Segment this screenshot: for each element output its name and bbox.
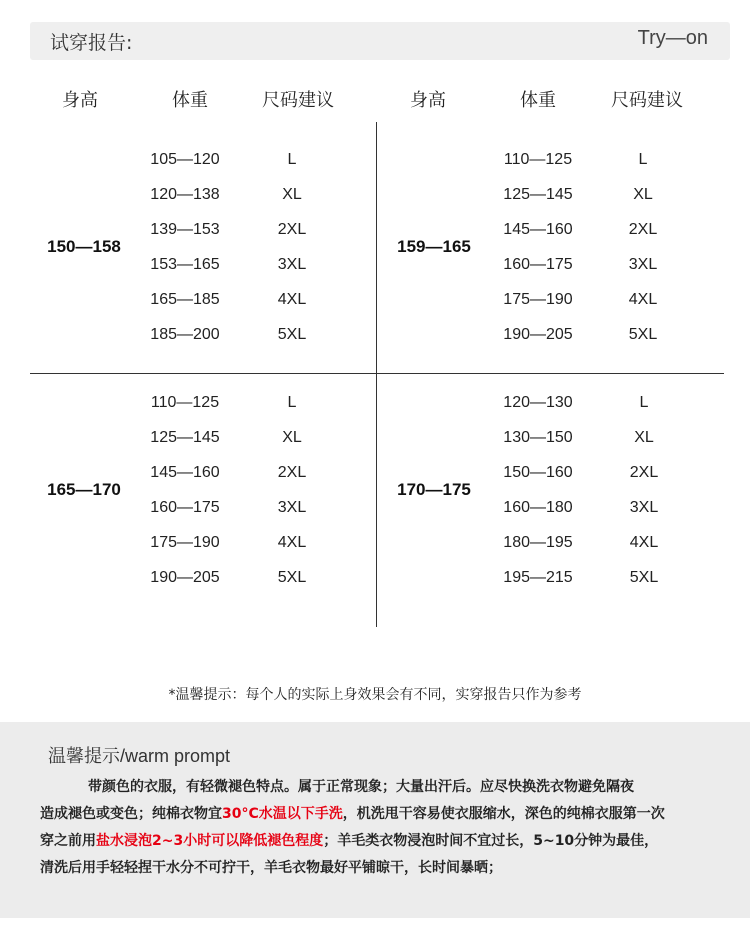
weight-range-cell: 185—200 — [150, 326, 220, 343]
size-suggestion-cell: XL — [282, 429, 302, 446]
size-suggestion-cell: 5XL — [629, 569, 659, 586]
weight-range-cell: 110—125 — [150, 394, 220, 411]
size-suggestion-cell: 5XL — [277, 569, 307, 586]
prompt-line-2-b: ，机洗甩干容易使衣服缩水，深色的纯棉衣服第一次 — [342, 806, 665, 822]
size-suggestion-cell: L — [287, 394, 297, 411]
weight-range-cell: 120—138 — [150, 186, 220, 203]
size-suggestion-cell: 3XL — [277, 256, 307, 273]
weight-range-cell: 139—153 — [150, 221, 220, 238]
weight-range-cell: 190—205 — [150, 569, 220, 586]
page-title: 试穿报告: — [50, 32, 133, 54]
weight-range-cell: 175—190 — [150, 534, 220, 551]
column-header-weight-right: 体重 — [520, 90, 556, 111]
height-range-label: 150—158 — [47, 236, 121, 256]
height-range-label: 159—165 — [397, 236, 471, 256]
weight-range-cell: 150—160 — [503, 464, 573, 481]
column-header-size-left: 尺码建议 — [262, 90, 334, 111]
size-suggestion-cell: 4XL — [277, 291, 307, 308]
weight-range-cell: 165—185 — [150, 291, 220, 308]
warm-prompt-text — [40, 774, 720, 882]
weight-range-cell: 153—165 — [150, 256, 220, 273]
weight-range-cell: 160—175 — [503, 256, 573, 273]
size-suggestion-cell: 5XL — [277, 326, 307, 343]
prompt-line-3-b: ；羊毛类衣物浸泡时间不宜过长，5~10分钟为最佳， — [323, 833, 659, 849]
size-suggestion-cell: 4XL — [629, 534, 659, 551]
warm-prompt-panel — [0, 722, 750, 918]
weight-range-cell: 120—130 — [503, 394, 573, 411]
size-suggestion-cell: 4XL — [277, 534, 307, 551]
prompt-line-4: 清洗后用手轻轻捏干水分不可拧干，羊毛衣物最好平铺晾干，长时间暴晒； — [40, 860, 502, 876]
size-suggestion-cell: 2XL — [277, 221, 307, 238]
column-header-weight-left: 体重 — [172, 90, 208, 111]
warm-tip-note: *温馨提示：每个人的实际上身效果会有不同，实穿报告只作为参考 — [168, 687, 582, 703]
weight-range-cell: 160—180 — [503, 499, 573, 516]
column-header-height-left: 身高 — [62, 90, 98, 111]
size-suggestion-cell: XL — [634, 429, 654, 446]
warm-prompt-title-cn: 温馨提示 — [48, 746, 120, 767]
size-suggestion-cell: 2XL — [277, 464, 307, 481]
weight-range-cell: 145—160 — [503, 221, 573, 238]
middle-divider — [30, 373, 724, 374]
header-bar — [30, 22, 730, 60]
size-suggestion-cell: 4XL — [628, 291, 658, 308]
size-suggestion-cell: 3XL — [629, 499, 659, 516]
header-tryon-label: Try—on — [637, 27, 708, 49]
center-divider — [376, 122, 377, 627]
weight-range-cell: 160—175 — [150, 499, 220, 516]
prompt-line-3-highlight: 盐水浸泡2~3小时可以降低褪色程度 — [96, 833, 324, 849]
prompt-line-1: 带颜色的衣服，有轻微褪色特点。属于正常现象；大量出汗后。应尽快换洗衣物避免隔夜 — [88, 779, 634, 795]
column-header-height-right: 身高 — [410, 90, 446, 111]
size-suggestion-cell: XL — [282, 186, 302, 203]
size-suggestion-cell: 2XL — [628, 221, 658, 238]
column-header-size-right: 尺码建议 — [611, 90, 683, 111]
prompt-line-3-a: 穿之前用 — [40, 833, 96, 849]
height-range-label: 170—175 — [397, 479, 471, 499]
prompt-line-3 — [40, 828, 720, 855]
weight-range-cell: 195—215 — [503, 569, 573, 586]
weight-range-cell: 125—145 — [150, 429, 220, 446]
size-suggestion-cell: L — [639, 394, 649, 411]
warm-prompt-title-en: /warm prompt — [120, 746, 231, 766]
size-suggestion-cell: 3XL — [628, 256, 658, 273]
prompt-line-2-highlight: 30°C水温以下手洗 — [222, 806, 343, 822]
size-suggestion-cell: 5XL — [628, 326, 658, 343]
weight-range-cell: 190—205 — [503, 326, 573, 343]
weight-range-cell: 110—125 — [503, 151, 573, 168]
weight-range-cell: 125—145 — [503, 186, 573, 203]
height-range-label: 165—170 — [47, 479, 121, 499]
size-suggestion-cell: XL — [633, 186, 653, 203]
size-suggestion-cell: L — [287, 151, 297, 168]
size-suggestion-cell: 3XL — [277, 499, 307, 516]
size-suggestion-cell: L — [638, 151, 648, 168]
prompt-line-2-a: 造成褪色或变色；纯棉衣物宜 — [40, 806, 222, 822]
weight-range-cell: 130—150 — [503, 429, 573, 446]
size-suggestion-cell: 2XL — [629, 464, 659, 481]
prompt-line-2 — [40, 801, 720, 828]
weight-range-cell: 105—120 — [150, 151, 220, 168]
weight-range-cell: 145—160 — [150, 464, 220, 481]
weight-range-cell: 175—190 — [503, 291, 573, 308]
weight-range-cell: 180—195 — [503, 534, 573, 551]
warm-prompt-title — [48, 742, 230, 768]
